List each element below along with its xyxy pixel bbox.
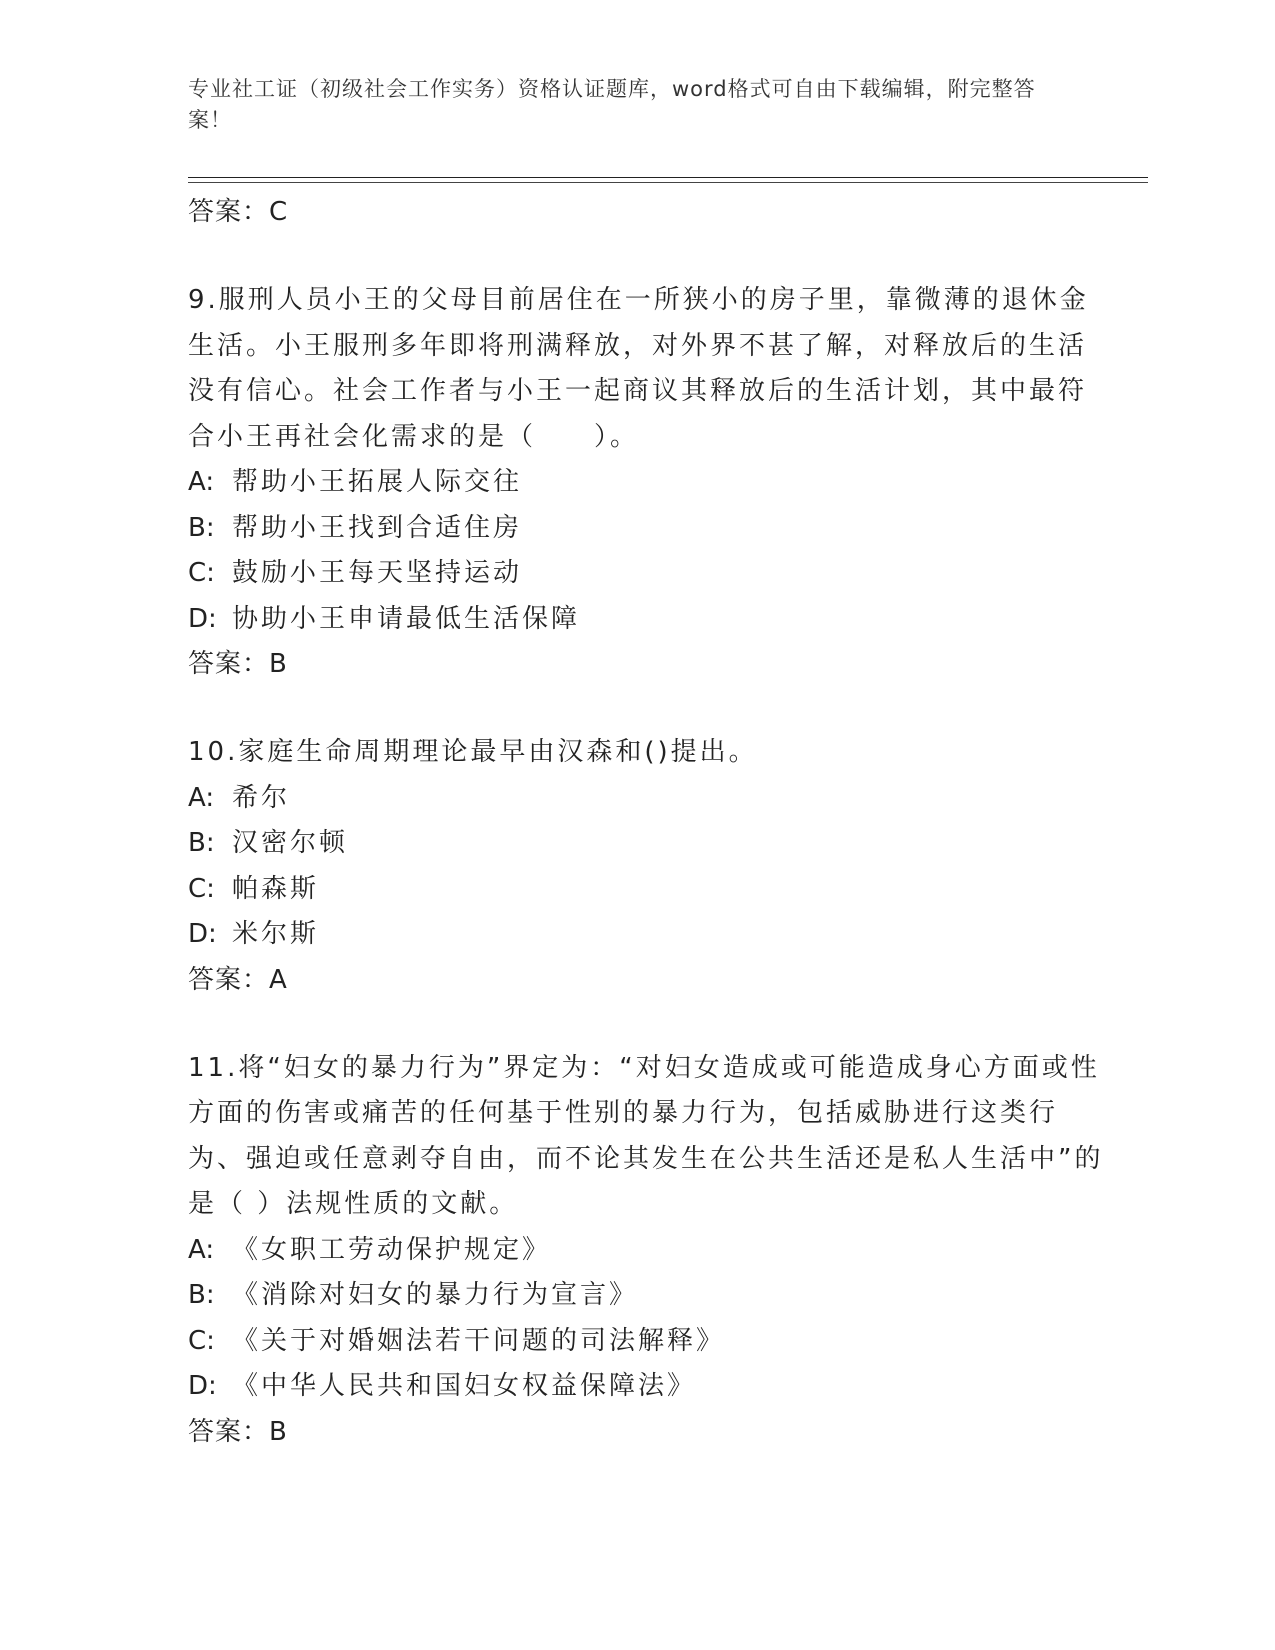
option-a bbox=[188, 776, 1108, 822]
option-text: 《女职工劳动保护规定》 bbox=[232, 1234, 552, 1265]
answer-line: 答案：B bbox=[188, 649, 288, 679]
question-stem: 9.服刑人员小王的父母目前居住在一所狭小的房子里，靠微薄的退休金生活。小王服刑多年即将刑满释放，对外界不甚了解，对释放后的生活没有信心。社会工作者与小王一起商议其释放后的生活计划，其中最符合小王再社会化需求的是（ ）。 bbox=[188, 285, 1089, 452]
answer-line: 答案：A bbox=[188, 964, 288, 995]
option-label: D: bbox=[188, 919, 217, 949]
option-label: B: bbox=[188, 828, 215, 858]
option-label: C: bbox=[188, 873, 215, 904]
option-c bbox=[188, 1319, 1108, 1365]
option-text: 协助小王申请最低生活保障 bbox=[232, 603, 581, 634]
option-d bbox=[188, 1364, 1108, 1410]
option-d bbox=[188, 912, 1108, 958]
option-label: C: bbox=[188, 558, 215, 588]
option-text: 鼓励小王每天坚持运动 bbox=[232, 558, 523, 588]
option-b bbox=[188, 821, 1108, 867]
option-text: 米尔斯 bbox=[232, 919, 320, 949]
page-header: 专业社工证（初级社会工作实务）资格认证题库，word格式可自由下载编辑，附完整答案！ bbox=[188, 77, 1036, 132]
question-list bbox=[188, 190, 1108, 1454]
option-a bbox=[188, 1228, 1108, 1274]
option-label: D: bbox=[188, 1371, 217, 1401]
question-stem: 10.家庭生命周期理论最早由汉森和()提出。 bbox=[188, 737, 758, 767]
option-label: B: bbox=[188, 1280, 215, 1310]
option-label: A: bbox=[188, 467, 215, 497]
header-divider bbox=[188, 177, 1148, 178]
question-11 bbox=[188, 1046, 1108, 1454]
answer-line: 答案：B bbox=[188, 1416, 288, 1447]
option-label: C: bbox=[188, 1325, 215, 1356]
option-label: A: bbox=[188, 1234, 215, 1265]
header-divider-thin bbox=[188, 182, 1148, 183]
option-c bbox=[188, 551, 1108, 597]
option-text: 帕森斯 bbox=[232, 873, 320, 904]
answer-line: 答案：C bbox=[188, 197, 289, 227]
option-label: D: bbox=[188, 603, 217, 634]
option-text: 希尔 bbox=[232, 782, 291, 813]
option-label: B: bbox=[188, 512, 215, 543]
option-b bbox=[188, 506, 1108, 552]
option-d bbox=[188, 597, 1108, 643]
question-9 bbox=[188, 278, 1108, 686]
option-text: 《关于对婚姻法若干问题的司法解释》 bbox=[232, 1325, 726, 1356]
option-text: 帮助小王找到合适住房 bbox=[232, 512, 523, 543]
option-label: A: bbox=[188, 782, 215, 813]
option-b bbox=[188, 1273, 1108, 1319]
option-text: 《中华人民共和国妇女权益保障法》 bbox=[232, 1371, 697, 1401]
question-stem: 11.将“妇女的暴力行为”界定为：“对妇女造成或可能造成身心方面或性方面的伤害或痛苦的任何基于性别的暴力行为，包括威胁进行这类行为、强迫或任意剥夺自由，而不论其发生在公共生活还是私人生活中”的是（ ）法规性质的文献。 bbox=[188, 1052, 1104, 1219]
option-text: 帮助小王拓展人际交往 bbox=[232, 467, 523, 497]
option-c bbox=[188, 867, 1108, 913]
option-text: 汉密尔顿 bbox=[232, 828, 349, 858]
question-10 bbox=[188, 730, 1108, 1002]
option-text: 《消除对妇女的暴力行为宣言》 bbox=[232, 1280, 639, 1310]
option-a bbox=[188, 460, 1108, 506]
